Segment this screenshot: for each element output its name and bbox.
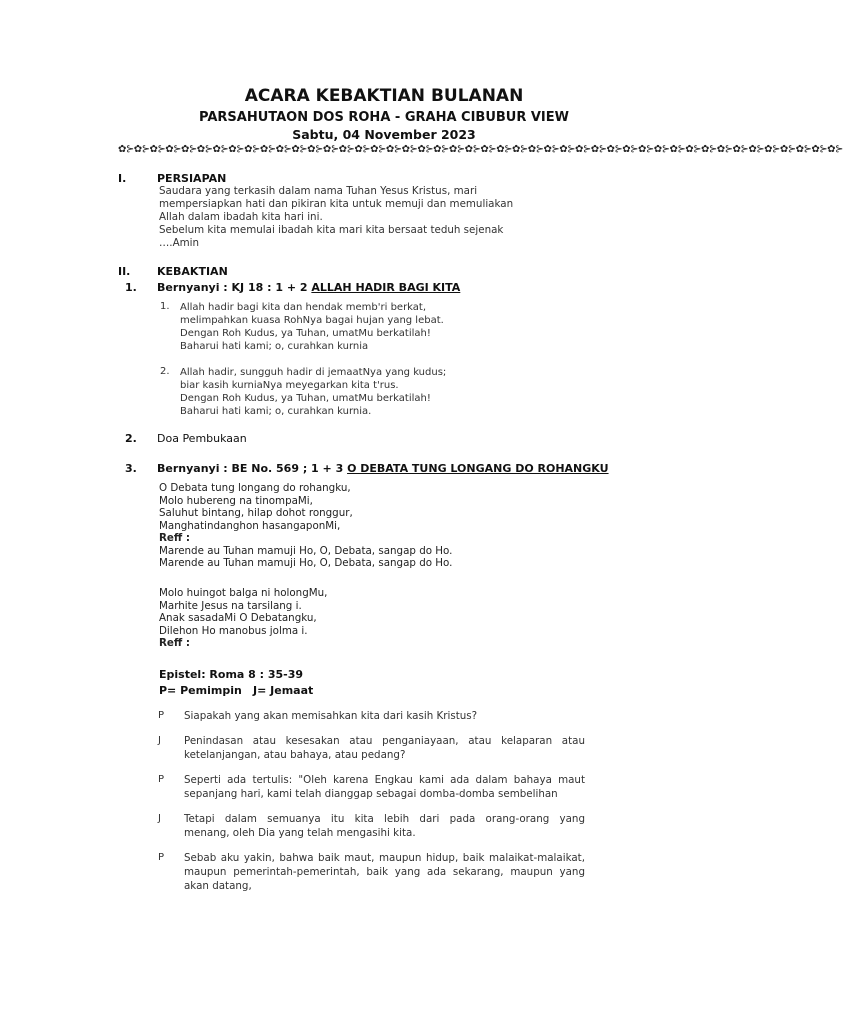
- persiapan-text: [159, 185, 513, 250]
- responsive-reading: [184, 851, 585, 893]
- role-marker: P: [158, 710, 165, 721]
- responsive-reading: [184, 773, 585, 801]
- verse-line: Baharui hati kami; o, curahkan kurnia.: [180, 406, 372, 417]
- verse-line: Allah hadir bagi kita dan hendak memb'ri berkat,: [180, 302, 427, 313]
- document-subtitle: PARSAHUTAON DOS ROHA - GRAHA CIBUBUR VIEW: [199, 110, 569, 125]
- verse-line: Dengan Roh Kudus, ya Tuhan, umatMu berkatilah!: [180, 393, 431, 404]
- hymn-title: ALLAH HADIR BAGI KITA: [311, 281, 461, 294]
- lyric-line: O Debata tung longang do rohangku,: [159, 482, 351, 494]
- reading-line: Siapakah yang akan memisahkan kita dari kasih Kristus?: [184, 710, 478, 722]
- text-line: Sebelum kita memulai ibadah kita mari kita bersaat teduh sejenak: [159, 224, 504, 236]
- hymn-reference: Bernyanyi : BE No. 569 ; 1 + 3: [157, 462, 348, 475]
- reading-line: maupun pemerintah-pemerintah, baik yang ada sekarang, maupun yang: [184, 866, 585, 878]
- role-marker: P: [158, 774, 165, 785]
- reff-label: Reff :: [159, 532, 190, 544]
- text-line: Allah dalam ibadah kita hari ini.: [159, 211, 323, 223]
- item-number: 1.: [125, 281, 137, 294]
- verse-number: 1.: [160, 301, 170, 312]
- hymn-verse: [180, 366, 446, 418]
- verse-line: Dengan Roh Kudus, ya Tuhan, umatMu berkatilah!: [180, 328, 431, 339]
- section-number: I.: [118, 172, 127, 185]
- hymn-heading: [157, 281, 460, 294]
- reading-line: Penindasan atau kesesakan atau penganiayaan, atau kelaparan atau: [184, 735, 585, 747]
- epistel-title: Epistel: Roma 8 : 35-39: [159, 668, 304, 681]
- lyric-line: Dilehon Ho manobus jolma i.: [159, 624, 308, 637]
- role-legend-leader: P= Pemimpin: [159, 684, 242, 697]
- role-marker: J: [158, 735, 161, 746]
- hymn-stanza: [159, 482, 452, 570]
- lyric-line: Manghatindanghon hasangaponMi,: [159, 519, 341, 532]
- hymn-reference: Bernyanyi : KJ 18 : 1 + 2: [157, 281, 312, 294]
- lyric-line: Marhite Jesus na tarsilang i.: [159, 599, 302, 612]
- document-date: Sabtu, 04 November 2023: [292, 127, 476, 142]
- role-marker: P: [158, 852, 165, 863]
- reading-line: sepanjang hari, kami telah dianggap sebagai domba-domba sembelihan: [184, 788, 558, 800]
- section-heading: PERSIAPAN: [157, 172, 227, 185]
- hymn-stanza: [159, 587, 327, 650]
- reading-line: Sebab aku yakin, bahwa baik maut, maupun hidup, baik malaikat-malaikat,: [184, 852, 585, 864]
- reading-line: ketelanjangan, atau bahaya, atau pedang?: [184, 749, 406, 761]
- item-number: 3.: [125, 462, 137, 475]
- verse-line: Baharui hati kami; o, curahkan kurnia: [180, 341, 369, 352]
- reff-label: Reff :: [159, 637, 190, 649]
- lyric-line: Saluhut bintang, hilap dohot ronggur,: [159, 507, 353, 519]
- lyric-line: Molo huingot balga ni holongMu,: [159, 587, 328, 599]
- ornamental-divider: ✿⊱✿⊱✿⊱✿⊱✿⊱✿⊱✿⊱✿⊱✿⊱✿⊱✿⊱✿⊱✿⊱✿⊱✿⊱✿⊱✿⊱✿⊱✿⊱✿⊱✿⊱✿⊱✿⊱✿⊱✿⊱✿⊱✿⊱✿⊱✿⊱✿⊱✿⊱✿⊱✿⊱✿⊱✿⊱✿⊱✿⊱✿⊱✿⊱✿⊱✿⊱✿⊱✿⊱✿⊱✿⊱✿⊱: [118, 144, 843, 155]
- responsive-reading: [184, 709, 585, 723]
- reading-line: menang, oleh Dia yang telah mengasihi kita.: [184, 827, 416, 839]
- text-line: mempersiapkan hati dan pikiran kita untuk memuji dan memuliakan: [159, 198, 514, 210]
- verse-line: Allah hadir, sungguh hadir di jemaatNya yang kudus;: [180, 367, 447, 378]
- reading-line: Tetapi dalam semuanya itu kita lebih dari pada orang-orang yang: [184, 813, 585, 825]
- reading-line: akan datang,: [184, 880, 252, 892]
- document-title: ACARA KEBAKTIAN BULANAN: [244, 86, 524, 106]
- text-line: ….Amin: [159, 237, 200, 249]
- hymn-heading: [157, 462, 609, 475]
- item-heading: Doa Pembukaan: [157, 432, 247, 445]
- hymn-title: O DEBATA TUNG LONGANG DO ROHANGKU: [347, 462, 609, 475]
- responsive-reading: [184, 734, 585, 762]
- lyric-line: Anak sasadaMi O Debatangku,: [159, 612, 317, 624]
- section-heading: KEBAKTIAN: [157, 265, 228, 278]
- lyric-line: Molo hubereng na tinompaMi,: [159, 494, 313, 507]
- responsive-reading: [184, 812, 585, 840]
- reading-line: Seperti ada tertulis: "Oleh karena Engkau kami ada dalam bahaya maut: [184, 774, 585, 786]
- section-number: II.: [118, 265, 131, 278]
- hymn-verse: [180, 301, 444, 353]
- role-legend-congregation: J= Jemaat: [253, 684, 314, 697]
- item-number: 2.: [125, 432, 137, 445]
- role-marker: J: [158, 813, 161, 824]
- verse-number: 2.: [160, 366, 170, 377]
- lyric-line: Marende au Tuhan mamuji Ho, O, Debata, sangap do Ho.: [159, 544, 453, 557]
- text-line: Saudara yang terkasih dalam nama Tuhan Yesus Kristus, mari: [159, 185, 478, 197]
- lyric-line: Marende au Tuhan mamuji Ho, O, Debata, sangap do Ho.: [159, 557, 453, 569]
- verse-line: melimpahkan kuasa RohNya bagai hujan yang lebat.: [180, 315, 444, 326]
- verse-line: biar kasih kurniaNya meyegarkan kita t'rus.: [180, 380, 399, 391]
